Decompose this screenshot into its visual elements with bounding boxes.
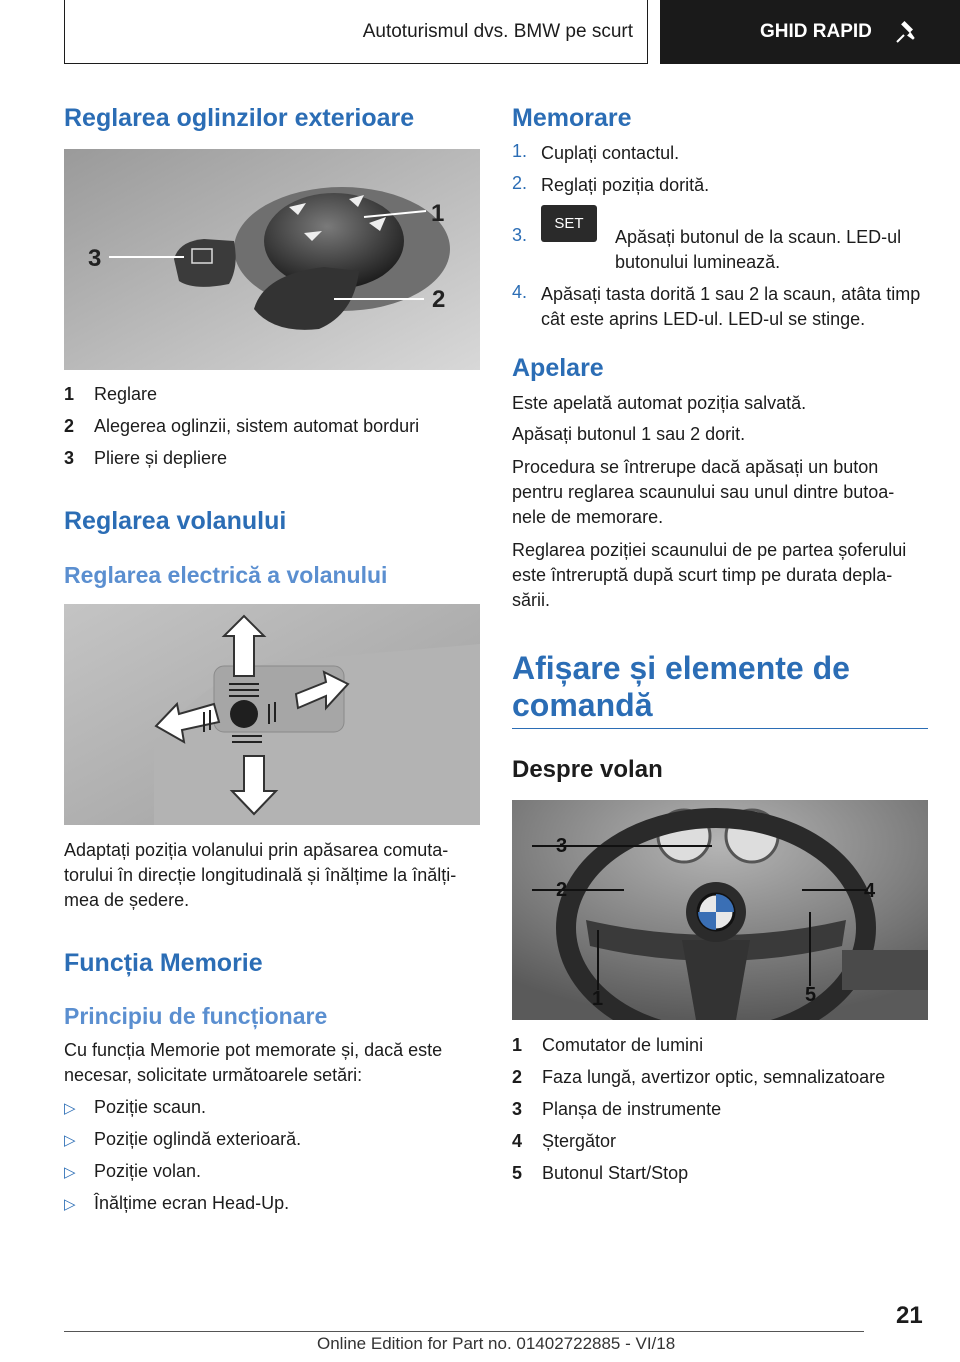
legend-num: 1 <box>512 1035 523 1055</box>
legend-num: 3 <box>512 1099 523 1119</box>
steering-wheel-figure <box>512 800 928 1020</box>
legend-num: 3 <box>64 448 75 468</box>
step-text: Reglați poziția dorită. <box>541 175 710 195</box>
legend-item <box>512 1163 928 1195</box>
recall-para-3: Procedura se întrerupe dacă apăsați un buton pentru reglarea scaunului sau unul dintre butoa-nele de memorare. <box>512 457 895 527</box>
step-number: 3. <box>512 225 528 245</box>
footer-divider <box>64 1331 864 1332</box>
triangle-bullet-icon: ▷ <box>64 1100 76 1117</box>
list-item <box>64 1129 480 1161</box>
step-text: Cuplați contactul. <box>541 143 680 163</box>
header-tab[interactable] <box>660 0 960 64</box>
pin-icon <box>894 19 920 45</box>
recall-para-2: Apăsați butonul 1 sau 2 dorit. <box>512 424 746 444</box>
steering-text: Adaptați poziția volanului prin apăsarea comuta-torului în direcție longitudinală și înălțime la înălți-mea de ședere. <box>64 840 457 910</box>
memory-heading: Funcția Memorie <box>64 949 263 977</box>
list-item <box>64 1193 480 1225</box>
store-heading: Memorare <box>512 104 632 132</box>
figure-label-3: 3 <box>556 835 568 857</box>
steering-subheading: Reglarea electrică a volanului <box>64 562 388 588</box>
memory-intro: Cu funcția Memorie pot memorate și, dacă este necesar, solicitate următoarele setări: <box>64 1040 443 1085</box>
step-text: Apăsați butonul de la scaun. LED-ul butonului luminează. <box>615 227 902 272</box>
list-item-text: Poziție oglindă exterioară. <box>94 1129 302 1149</box>
step-text: Apăsați tasta dorită 1 sau 2 la scaun, atâta timp cât este aprins LED-ul. LED-ul se stinge. <box>541 284 921 329</box>
legend-item <box>64 416 480 448</box>
steering-switch-figure <box>64 604 480 825</box>
list-item <box>64 1161 480 1193</box>
mirrors-legend <box>64 384 480 480</box>
set-button: SET <box>541 205 597 242</box>
legend-text: Alegerea oglinzii, sistem automat borduri <box>94 416 420 436</box>
list-item-text: Poziție scaun. <box>94 1097 207 1117</box>
legend-num: 1 <box>64 384 75 404</box>
figure-label-4: 4 <box>864 880 876 902</box>
controls-subheading: Despre volan <box>512 756 663 783</box>
figure-label-3: 3 <box>88 245 102 272</box>
legend-item <box>64 384 480 416</box>
legend-text: Butonul Start/Stop <box>542 1163 689 1183</box>
figure-label-1: 1 <box>592 988 604 1010</box>
controls-legend <box>512 1035 928 1195</box>
edition-note: Online Edition for Part no. 01402722885 - VI/18 <box>317 1334 676 1353</box>
step-number: 4. <box>512 282 528 302</box>
store-steps <box>512 141 928 341</box>
legend-num: 2 <box>512 1067 523 1087</box>
recall-para-1: Este apelată automat poziția salvată. <box>512 393 807 413</box>
tab-label: GHID RAPID <box>760 21 872 42</box>
list-item-text: Înălțime ecran Head-Up. <box>94 1193 290 1213</box>
heading-rule <box>512 728 928 729</box>
legend-text: Comutator de lumini <box>542 1035 704 1055</box>
legend-text: Pliere și depliere <box>94 448 228 468</box>
recall-para-4: Reglarea poziției scaunului de pe partea șoferului este întreruptă după scurt timp pe durata depla-sării. <box>512 540 907 610</box>
legend-item <box>512 1035 928 1067</box>
legend-item <box>512 1099 928 1131</box>
recall-heading: Apelare <box>512 354 604 382</box>
steering-heading: Reglarea volanului <box>64 507 287 535</box>
legend-item <box>64 448 480 480</box>
legend-text: Planșa de instrumente <box>542 1099 722 1119</box>
legend-num: 5 <box>512 1163 523 1183</box>
memory-settings-list <box>64 1097 480 1225</box>
figure-label-1: 1 <box>431 200 445 227</box>
legend-item <box>512 1131 928 1163</box>
list-item <box>64 1097 480 1129</box>
figure-label-2: 2 <box>556 879 568 901</box>
figure-label-2: 2 <box>432 286 446 313</box>
triangle-bullet-icon: ▷ <box>64 1164 76 1181</box>
page-number: 21 <box>896 1302 923 1329</box>
legend-text: Faza lungă, avertizor optic, semnalizatoare <box>542 1067 886 1087</box>
header-chapter-title <box>64 0 648 64</box>
triangle-bullet-icon: ▷ <box>64 1132 76 1149</box>
legend-text: Ștergător <box>542 1131 617 1151</box>
figure-label-5: 5 <box>805 984 817 1006</box>
mirrors-heading: Reglarea oglinzilor exterioare <box>64 104 415 132</box>
legend-num: 2 <box>64 416 75 436</box>
step-number: 1. <box>512 141 528 161</box>
list-item-text: Poziție volan. <box>94 1161 202 1181</box>
mirror-controls-figure <box>64 149 480 370</box>
memory-subheading: Principiu de funcționare <box>64 1003 328 1029</box>
triangle-bullet-icon: ▷ <box>64 1196 76 1213</box>
legend-num: 4 <box>512 1131 523 1151</box>
controls-heading: Afișare și elemente de comandă <box>512 650 850 723</box>
step-number: 2. <box>512 173 528 193</box>
legend-item <box>512 1067 928 1099</box>
legend-text: Reglare <box>94 384 158 404</box>
chapter-title: Autoturismul dvs. BMW pe scurt <box>362 20 633 42</box>
